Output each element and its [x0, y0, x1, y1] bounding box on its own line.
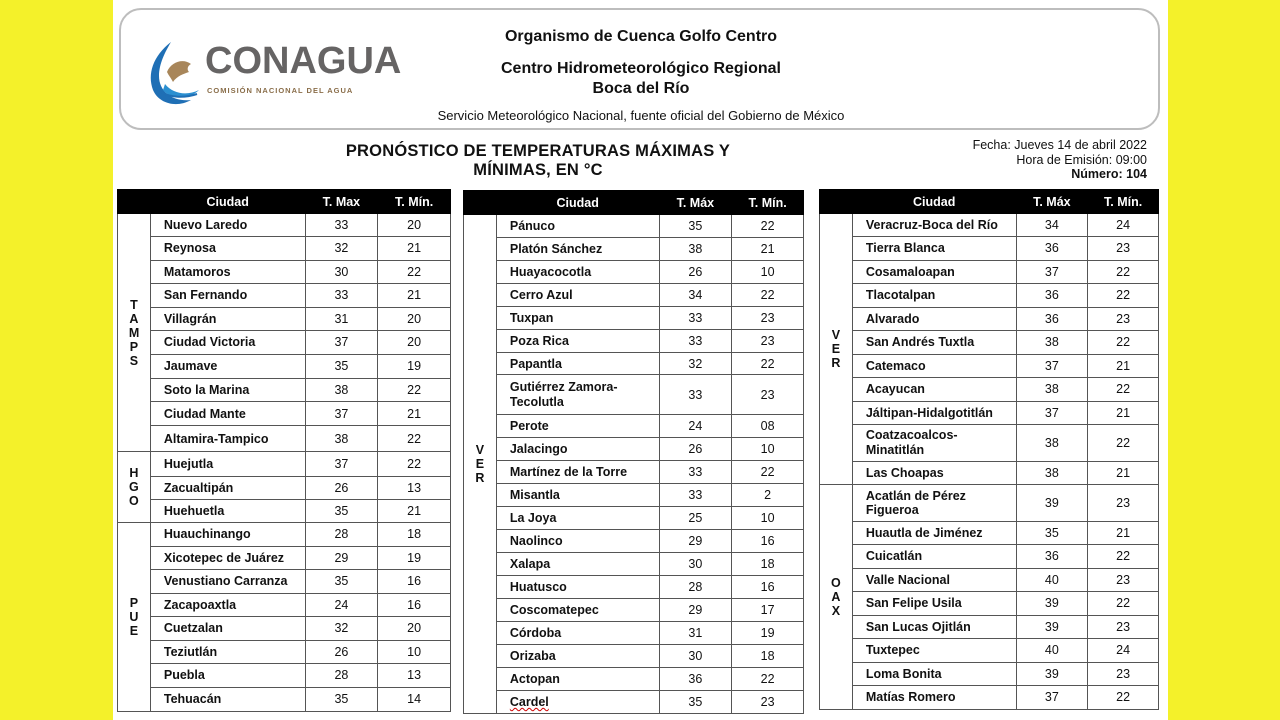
table-row	[118, 500, 451, 523]
forecast-table-3	[819, 189, 1159, 710]
table-row	[464, 530, 804, 553]
city-cell: Ciudad Mante	[150, 402, 305, 426]
tmax-header: T. Max	[305, 190, 378, 214]
tmax-cell: 24	[305, 593, 378, 617]
city-cell: Pánuco	[496, 215, 659, 238]
conagua-emblem-icon	[143, 38, 203, 108]
tmax-cell: 37	[1016, 354, 1088, 378]
city-cell: Perote	[496, 415, 659, 438]
tmin-cell: 13	[378, 664, 451, 688]
issue-time: Hora de Emisión: 09:00	[1016, 152, 1147, 167]
tmin-cell: 21	[1088, 521, 1159, 545]
tmax-cell: 29	[659, 599, 732, 622]
tmin-cell: 22	[1088, 378, 1159, 402]
table-row	[464, 330, 804, 353]
city-cell: Acatlán de Pérez Figueroa	[852, 484, 1016, 521]
table-row	[464, 215, 804, 238]
city-cell: Huautla de Jiménez	[852, 521, 1016, 545]
tmin-cell: 18	[732, 645, 804, 668]
tmin-cell: 21	[378, 284, 451, 308]
table-row	[820, 307, 1159, 331]
table-row	[820, 484, 1159, 521]
table-row	[118, 260, 451, 284]
city-cell: Huehuetla	[150, 500, 305, 523]
table-row	[118, 354, 451, 378]
table-row	[464, 375, 804, 415]
city-cell: Matamoros	[150, 260, 305, 284]
tmax-cell: 30	[305, 260, 378, 284]
tmax-cell: 35	[305, 354, 378, 378]
table-row	[820, 686, 1159, 710]
table-row	[118, 640, 451, 664]
header-servicio: Servicio Meteorológico Nacional, fuente oficial del Gobierno de México	[437, 108, 845, 123]
tmax-cell: 36	[659, 668, 732, 691]
table-row	[464, 691, 804, 714]
tmax-cell: 34	[659, 284, 732, 307]
tmin-cell: 10	[732, 507, 804, 530]
city-cell: Altamira-Tampico	[150, 426, 305, 452]
tmax-cell: 37	[305, 452, 378, 477]
tmax-header: T. Máx	[1016, 190, 1088, 214]
tmin-cell: 08	[732, 415, 804, 438]
tmin-cell: 22	[732, 668, 804, 691]
table-row	[118, 617, 451, 641]
city-cell: Orizaba	[496, 645, 659, 668]
tmax-cell: 38	[305, 426, 378, 452]
table-row	[464, 353, 804, 375]
city-cell: Cerro Azul	[496, 284, 659, 307]
city-cell: Cuicatlán	[852, 545, 1016, 569]
tmin-cell: 19	[378, 354, 451, 378]
tmax-cell: 32	[305, 617, 378, 641]
tmax-header: T. Máx	[659, 191, 732, 215]
city-cell: San Andrés Tuxtla	[852, 331, 1016, 355]
tmax-cell: 29	[305, 546, 378, 570]
tmin-cell: 10	[732, 438, 804, 461]
tmax-cell: 33	[659, 461, 732, 484]
city-cell: Misantla	[496, 484, 659, 507]
tmin-cell: 10	[378, 640, 451, 664]
tmin-cell: 23	[1088, 568, 1159, 592]
table-row	[820, 401, 1159, 424]
tmax-cell: 26	[305, 477, 378, 500]
tmin-cell: 23	[1088, 662, 1159, 686]
tmin-cell: 22	[1088, 331, 1159, 355]
tmin-cell: 22	[1088, 545, 1159, 569]
table-row	[820, 545, 1159, 569]
tmax-cell: 39	[1016, 615, 1088, 639]
city-cell: Huatusco	[496, 576, 659, 599]
tmin-cell: 16	[732, 576, 804, 599]
table-row	[464, 307, 804, 330]
tmin-cell: 21	[1088, 461, 1159, 484]
city-cell: Córdoba	[496, 622, 659, 645]
tmax-cell: 39	[1016, 484, 1088, 521]
header-centro: Centro Hidrometeorológico Regional	[500, 60, 781, 77]
city-cell: Actopan	[496, 668, 659, 691]
city-cell: San Felipe Usila	[852, 592, 1016, 616]
state-header	[464, 191, 497, 215]
city-cell: Puebla	[150, 664, 305, 688]
tmax-cell: 33	[659, 330, 732, 353]
table-row	[118, 687, 451, 711]
tmax-cell: 38	[1016, 424, 1088, 461]
table-row	[820, 568, 1159, 592]
tmin-cell: 18	[378, 523, 451, 547]
tmax-cell: 36	[1016, 284, 1088, 308]
tmax-cell: 25	[659, 507, 732, 530]
tmax-cell: 33	[305, 284, 378, 308]
tmax-cell: 37	[1016, 401, 1088, 424]
city-cell: Poza Rica	[496, 330, 659, 353]
tmax-cell: 30	[659, 645, 732, 668]
tmax-cell: 37	[305, 331, 378, 355]
city-cell: Teziutlán	[150, 640, 305, 664]
city-cell: Las Choapas	[852, 461, 1016, 484]
tmin-cell: 22	[732, 461, 804, 484]
tmin-cell: 22	[378, 426, 451, 452]
tmax-cell: 36	[1016, 237, 1088, 261]
tmin-cell: 17	[732, 599, 804, 622]
city-cell: Villagrán	[150, 307, 305, 331]
state-label: VER	[464, 215, 497, 714]
tmin-cell: 19	[378, 546, 451, 570]
table-row	[464, 553, 804, 576]
tmax-cell: 35	[305, 570, 378, 594]
tmin-cell: 16	[378, 593, 451, 617]
table-row	[118, 523, 451, 547]
table-row	[118, 546, 451, 570]
tmax-cell: 26	[659, 261, 732, 284]
header-organismo: Organismo de Cuenca Golfo Centro	[504, 28, 778, 45]
table-row	[118, 307, 451, 331]
tmin-cell: 23	[1088, 307, 1159, 331]
tmax-cell: 40	[1016, 568, 1088, 592]
tmin-cell: 20	[378, 331, 451, 355]
table-row	[820, 521, 1159, 545]
city-cell: San Lucas Ojitlán	[852, 615, 1016, 639]
tmin-cell: 14	[378, 687, 451, 711]
city-cell: Tuxtepec	[852, 639, 1016, 663]
tmin-cell: 16	[378, 570, 451, 594]
tmin-cell: 23	[1088, 237, 1159, 261]
table-row	[118, 237, 451, 261]
city-cell: Cardel	[496, 691, 659, 714]
state-label: VER	[820, 214, 853, 485]
city-cell: Tlacotalpan	[852, 284, 1016, 308]
tmin-header: T. Mín.	[378, 190, 451, 214]
tmax-cell: 38	[305, 378, 378, 402]
table-row	[820, 237, 1159, 261]
tmax-cell: 30	[659, 553, 732, 576]
tmax-cell: 28	[305, 664, 378, 688]
tmin-cell: 20	[378, 617, 451, 641]
tmax-cell: 35	[659, 691, 732, 714]
tmax-cell: 31	[659, 622, 732, 645]
tmin-cell: 10	[732, 261, 804, 284]
tmax-cell: 29	[659, 530, 732, 553]
city-cell: Catemaco	[852, 354, 1016, 378]
table-row	[820, 260, 1159, 284]
city-cell: Veracruz-Boca del Río	[852, 214, 1016, 237]
city-cell: Xicotepec de Juárez	[150, 546, 305, 570]
table-row	[820, 662, 1159, 686]
table-row	[464, 668, 804, 691]
table-row	[118, 284, 451, 308]
logo-subtitle: COMISIÓN NACIONAL DEL AGUA	[207, 86, 354, 95]
table-row	[820, 354, 1159, 378]
city-cell: Huejutla	[150, 452, 305, 477]
state-header	[820, 190, 853, 214]
tmax-cell: 35	[659, 215, 732, 238]
issue-date: Fecha: Jueves 14 de abril 2022	[972, 138, 1147, 152]
tmax-cell: 39	[1016, 592, 1088, 616]
header-boca-del-rio: Boca del Río	[592, 80, 690, 97]
table-row	[464, 507, 804, 530]
city-cell: Jáltipan-Hidalgotitlán	[852, 401, 1016, 424]
city-cell: Cosamaloapan	[852, 260, 1016, 284]
table-row	[820, 615, 1159, 639]
tmin-cell: 22	[378, 378, 451, 402]
tmin-cell: 21	[1088, 354, 1159, 378]
table-row	[118, 402, 451, 426]
city-cell: Ciudad Victoria	[150, 331, 305, 355]
city-cell: Tehuacán	[150, 687, 305, 711]
forecast-table-2	[463, 190, 804, 714]
city-header: Ciudad	[496, 191, 659, 215]
city-cell: Coscomatepec	[496, 599, 659, 622]
table-row	[118, 570, 451, 594]
tmin-cell: 20	[378, 214, 451, 237]
tmax-cell: 33	[659, 484, 732, 507]
city-cell: Loma Bonita	[852, 662, 1016, 686]
tmax-cell: 33	[659, 307, 732, 330]
table-row	[820, 214, 1159, 237]
tmin-cell: 21	[378, 500, 451, 523]
state-label: TAMPS	[118, 214, 151, 452]
city-cell: Xalapa	[496, 553, 659, 576]
conagua-logo	[143, 38, 403, 108]
tmax-cell: 28	[659, 576, 732, 599]
tmin-cell: 23	[732, 691, 804, 714]
tmax-cell: 38	[1016, 331, 1088, 355]
tmin-cell: 22	[732, 284, 804, 307]
state-label: PUE	[118, 523, 151, 712]
header-box	[119, 8, 1160, 130]
table-row	[464, 461, 804, 484]
city-cell: Soto la Marina	[150, 378, 305, 402]
table-row	[118, 214, 451, 237]
tmax-cell: 32	[659, 353, 732, 375]
city-header: Ciudad	[852, 190, 1016, 214]
tmin-cell: 23	[732, 330, 804, 353]
issue-info	[973, 138, 1147, 182]
tmin-cell: 22	[1088, 592, 1159, 616]
city-cell: Valle Nacional	[852, 568, 1016, 592]
table-row	[820, 424, 1159, 461]
tmin-cell: 22	[378, 452, 451, 477]
city-cell: Reynosa	[150, 237, 305, 261]
tmin-cell: 23	[732, 307, 804, 330]
logo-wordmark: CONAGUA	[205, 40, 402, 82]
table-row	[464, 284, 804, 307]
table-row	[464, 415, 804, 438]
tmin-cell: 16	[732, 530, 804, 553]
table-row	[464, 599, 804, 622]
tmax-cell: 34	[1016, 214, 1088, 237]
tmin-cell: 22	[1088, 260, 1159, 284]
state-label: HGO	[118, 452, 151, 523]
tmin-cell: 20	[378, 307, 451, 331]
tmax-cell: 35	[305, 687, 378, 711]
table-row	[118, 331, 451, 355]
table-row	[820, 639, 1159, 663]
table-row	[464, 622, 804, 645]
tmax-cell: 33	[305, 214, 378, 237]
issue-number: Número: 104	[1071, 167, 1147, 181]
tmax-cell: 38	[1016, 378, 1088, 402]
table-row	[118, 664, 451, 688]
city-cell: Acayucan	[852, 378, 1016, 402]
city-cell: Huauchinango	[150, 523, 305, 547]
tmin-cell: 22	[1088, 424, 1159, 461]
tmax-cell: 40	[1016, 639, 1088, 663]
city-cell: Martínez de la Torre	[496, 461, 659, 484]
tmax-cell: 36	[1016, 545, 1088, 569]
tmin-cell: 13	[378, 477, 451, 500]
tmin-cell: 22	[378, 260, 451, 284]
city-cell: Venustiano Carranza	[150, 570, 305, 594]
table-row	[118, 477, 451, 500]
tmin-cell: 21	[378, 402, 451, 426]
city-cell: Papantla	[496, 353, 659, 375]
table-row	[820, 331, 1159, 355]
city-cell: Zacualtipán	[150, 477, 305, 500]
tmax-cell: 31	[305, 307, 378, 331]
tmax-cell: 32	[305, 237, 378, 261]
city-cell: Huayacocotla	[496, 261, 659, 284]
tmin-cell: 24	[1088, 214, 1159, 237]
tmin-header: T. Mín.	[1088, 190, 1159, 214]
city-cell: Naolinco	[496, 530, 659, 553]
tmax-cell: 35	[305, 500, 378, 523]
tmin-cell: 21	[378, 237, 451, 261]
tmax-cell: 39	[1016, 662, 1088, 686]
tmax-cell: 37	[1016, 260, 1088, 284]
tmax-cell: 37	[305, 402, 378, 426]
table-row	[118, 378, 451, 402]
city-cell: Tuxpan	[496, 307, 659, 330]
tmax-cell: 36	[1016, 307, 1088, 331]
table-row	[820, 378, 1159, 402]
city-cell: Alvarado	[852, 307, 1016, 331]
table-row	[118, 452, 451, 477]
tmax-cell: 38	[659, 238, 732, 261]
city-cell: Cuetzalan	[150, 617, 305, 641]
table-row	[464, 261, 804, 284]
forecast-table-1	[117, 189, 451, 712]
state-label: OAX	[820, 484, 853, 709]
state-header	[118, 190, 151, 214]
tmax-cell: 38	[1016, 461, 1088, 484]
city-cell: Jaumave	[150, 354, 305, 378]
table-row	[464, 484, 804, 507]
city-cell: Gutiérrez Zamora-Tecolutla	[496, 375, 659, 415]
tmin-cell: 22	[732, 353, 804, 375]
tmax-cell: 37	[1016, 686, 1088, 710]
tmin-cell: 21	[1088, 401, 1159, 424]
tmax-cell: 33	[659, 375, 732, 415]
city-cell: Tierra Blanca	[852, 237, 1016, 261]
tmax-cell: 26	[305, 640, 378, 664]
tmin-cell: 22	[1088, 284, 1159, 308]
tmin-cell: 22	[732, 215, 804, 238]
table-row	[464, 645, 804, 668]
tmin-cell: 23	[1088, 484, 1159, 521]
city-cell: Coatzacoalcos-Minatitlán	[852, 424, 1016, 461]
city-cell: Platón Sánchez	[496, 238, 659, 261]
tmin-cell: 21	[732, 238, 804, 261]
city-cell: Matías Romero	[852, 686, 1016, 710]
city-cell: San Fernando	[150, 284, 305, 308]
table-row	[464, 238, 804, 261]
city-cell: La Joya	[496, 507, 659, 530]
tmin-cell: 23	[1088, 615, 1159, 639]
city-cell: Nuevo Laredo	[150, 214, 305, 237]
tmax-cell: 24	[659, 415, 732, 438]
table-row	[820, 592, 1159, 616]
table-row	[464, 438, 804, 461]
table-row	[118, 593, 451, 617]
tmax-cell: 26	[659, 438, 732, 461]
tmin-cell: 19	[732, 622, 804, 645]
tmin-cell: 18	[732, 553, 804, 576]
table-row	[118, 426, 451, 452]
bulletin-sheet	[113, 0, 1168, 720]
city-cell: Jalacingo	[496, 438, 659, 461]
tmin-header: T. Mín.	[732, 191, 804, 215]
city-cell: Zacapoaxtla	[150, 593, 305, 617]
tmin-cell: 24	[1088, 639, 1159, 663]
tmin-cell: 23	[732, 375, 804, 415]
tmin-cell: 22	[1088, 686, 1159, 710]
tmax-cell: 28	[305, 523, 378, 547]
city-header: Ciudad	[150, 190, 305, 214]
table-row	[464, 576, 804, 599]
forecast-title: PRONÓSTICO DE TEMPERATURAS MÁXIMAS Y MÍNIMAS, EN °C	[345, 142, 731, 179]
tmin-cell: 2	[732, 484, 804, 507]
tmax-cell: 35	[1016, 521, 1088, 545]
table-row	[820, 461, 1159, 484]
table-row	[820, 284, 1159, 308]
